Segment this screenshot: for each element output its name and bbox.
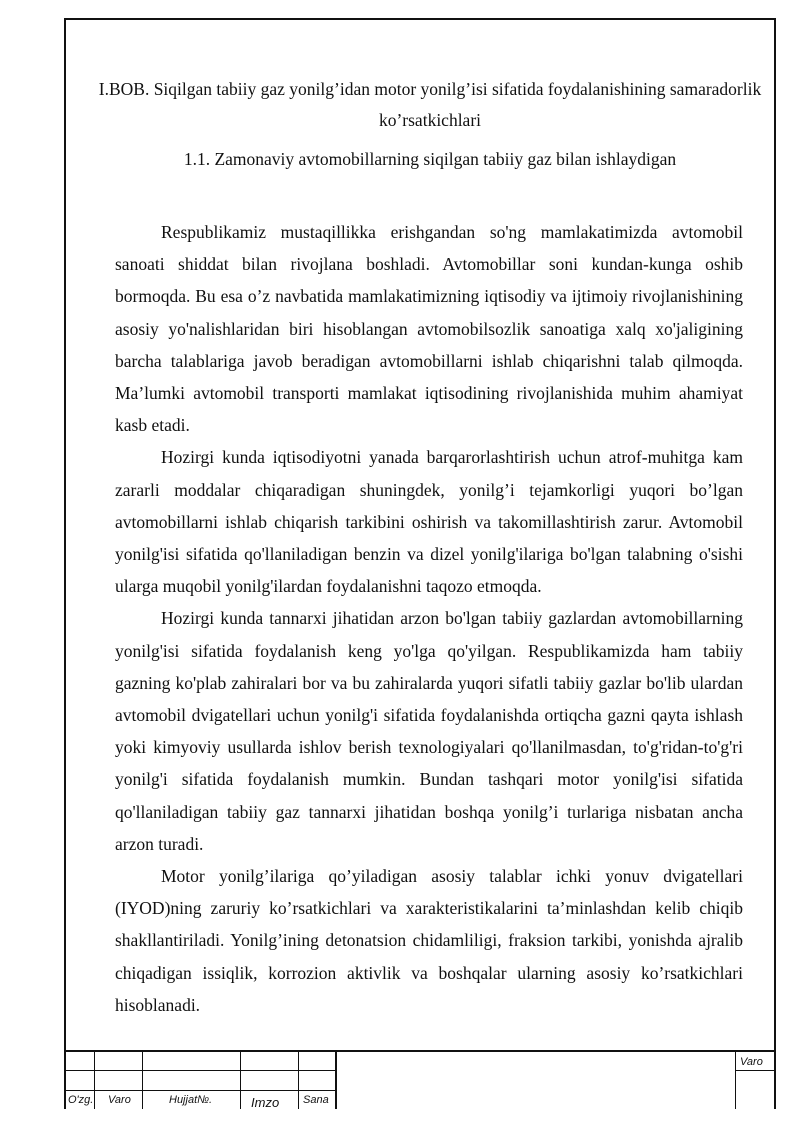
- sheet-label: Varo: [740, 1056, 763, 1068]
- change-column-label: O'zg.: [68, 1094, 94, 1106]
- sheet-column-label: Varo: [108, 1094, 131, 1106]
- paragraph: Hozirgi kunda iqtisodiyotni yanada barqarorlashtirish uchun atrof-muhitga kam zararli moddalar chiqaradigan shuningdek, yonilg’i tejamkorligi yuqori bo’lgan avtomobillarni ishlab chiqarish tarkibini oshirish va takomillashtirish zarur. Avtomobil yonilg'isi sifatida qo'llaniladigan benzin va dizel yonilg'ilariga bo'lgan talabning o'sishi ularga muqobil yonilg'ilardan foydalanishni taqozo etmoqda.: [115, 447, 743, 597]
- paragraph: Hozirgi kunda tannarxi jihatidan arzon bo'lgan tabiiy gazlardan avtomobillarning yonilg'isi sifatida foydalanish keng yo'lga qo'yilgan. Respublikamizda ham tabiiy gazning ko'plab zahiralari bor va bu zahiralarda yuqori sifatli tabiiy gazlar bo'lib ulardan avtomobil dvigatellari uchun yonilg'i sifatida foydalanishda ortiqcha gazni qayta ishlash yoki kimyoviy usullarda ishlov berish texnologiyalari qo'llanilmasdan, to'g'ridan-to'g'ri yonilg'i sifatida foydalanish mumkin. Bundan tashqari motor yonilg'isi sifatida qo'llaniladigan tabiiy gaz tannarxi jihatidan boshqa yonilg’i turlariga nisbatan ancha arzon turadi.: [115, 608, 743, 854]
- title-block: [64, 1050, 776, 1109]
- chapter-heading: I.BOB. Siqilgan tabiiy gaz yonilg’idan motor yonilg’isi sifatida foydalanishining samaradorlik ko’rsatkichlari: [98, 79, 762, 130]
- paragraph: Motor yonilg’ilariga qo’yiladigan asosiy talablar ichki yonuv dvigatellari (IYOD)ning zaruriy ko’rsatkichlari va xarakteristikalarini ta’minlashdan kelib chiqib shakllantiriladi. Yonilg’ining detonatsion chidamliligi, fraksion tarkibi, yonishda ajralib chiqadigan issiqlik, korrozion aktivlik va boshqalar ularning asosiy ko’rsatkichlari hisoblanadi.: [115, 866, 743, 1015]
- document-body: [115, 216, 743, 1021]
- paragraph: Respublikamiz mustaqillikka erishgandan so'ng mamlakatimizda avtomobil sanoati shiddat bilan rivojlana boshladi. Avtomobillar soni kundan-kunga oshib bormoqda. Bu esa o’z navbatida mamlakatimizning iqtisodiy va ijtimoiy rivojlanishining asosiy yo'nalishlaridan biri hisoblangan avtomobilsozlik sanoatiga xalq xo'jaligining barcha talablariga javob beradigan avtomobillarni ishlab chiqarishni talab qilmoqda. Ma’lumki avtomobil transporti mamlakat iqtisodining rivojlanishida muhim ahamiyat kasb etadi.: [115, 222, 743, 436]
- date-column-label: Sana: [303, 1094, 329, 1106]
- section-heading: 1.1. Zamonaviy avtomobillarning siqilgan tabiiy gaz bilan ishlaydigan: [183, 149, 677, 169]
- signature-column-label: Imzo: [251, 1095, 280, 1110]
- doc-number-column-label: Hujjat№.: [169, 1094, 213, 1106]
